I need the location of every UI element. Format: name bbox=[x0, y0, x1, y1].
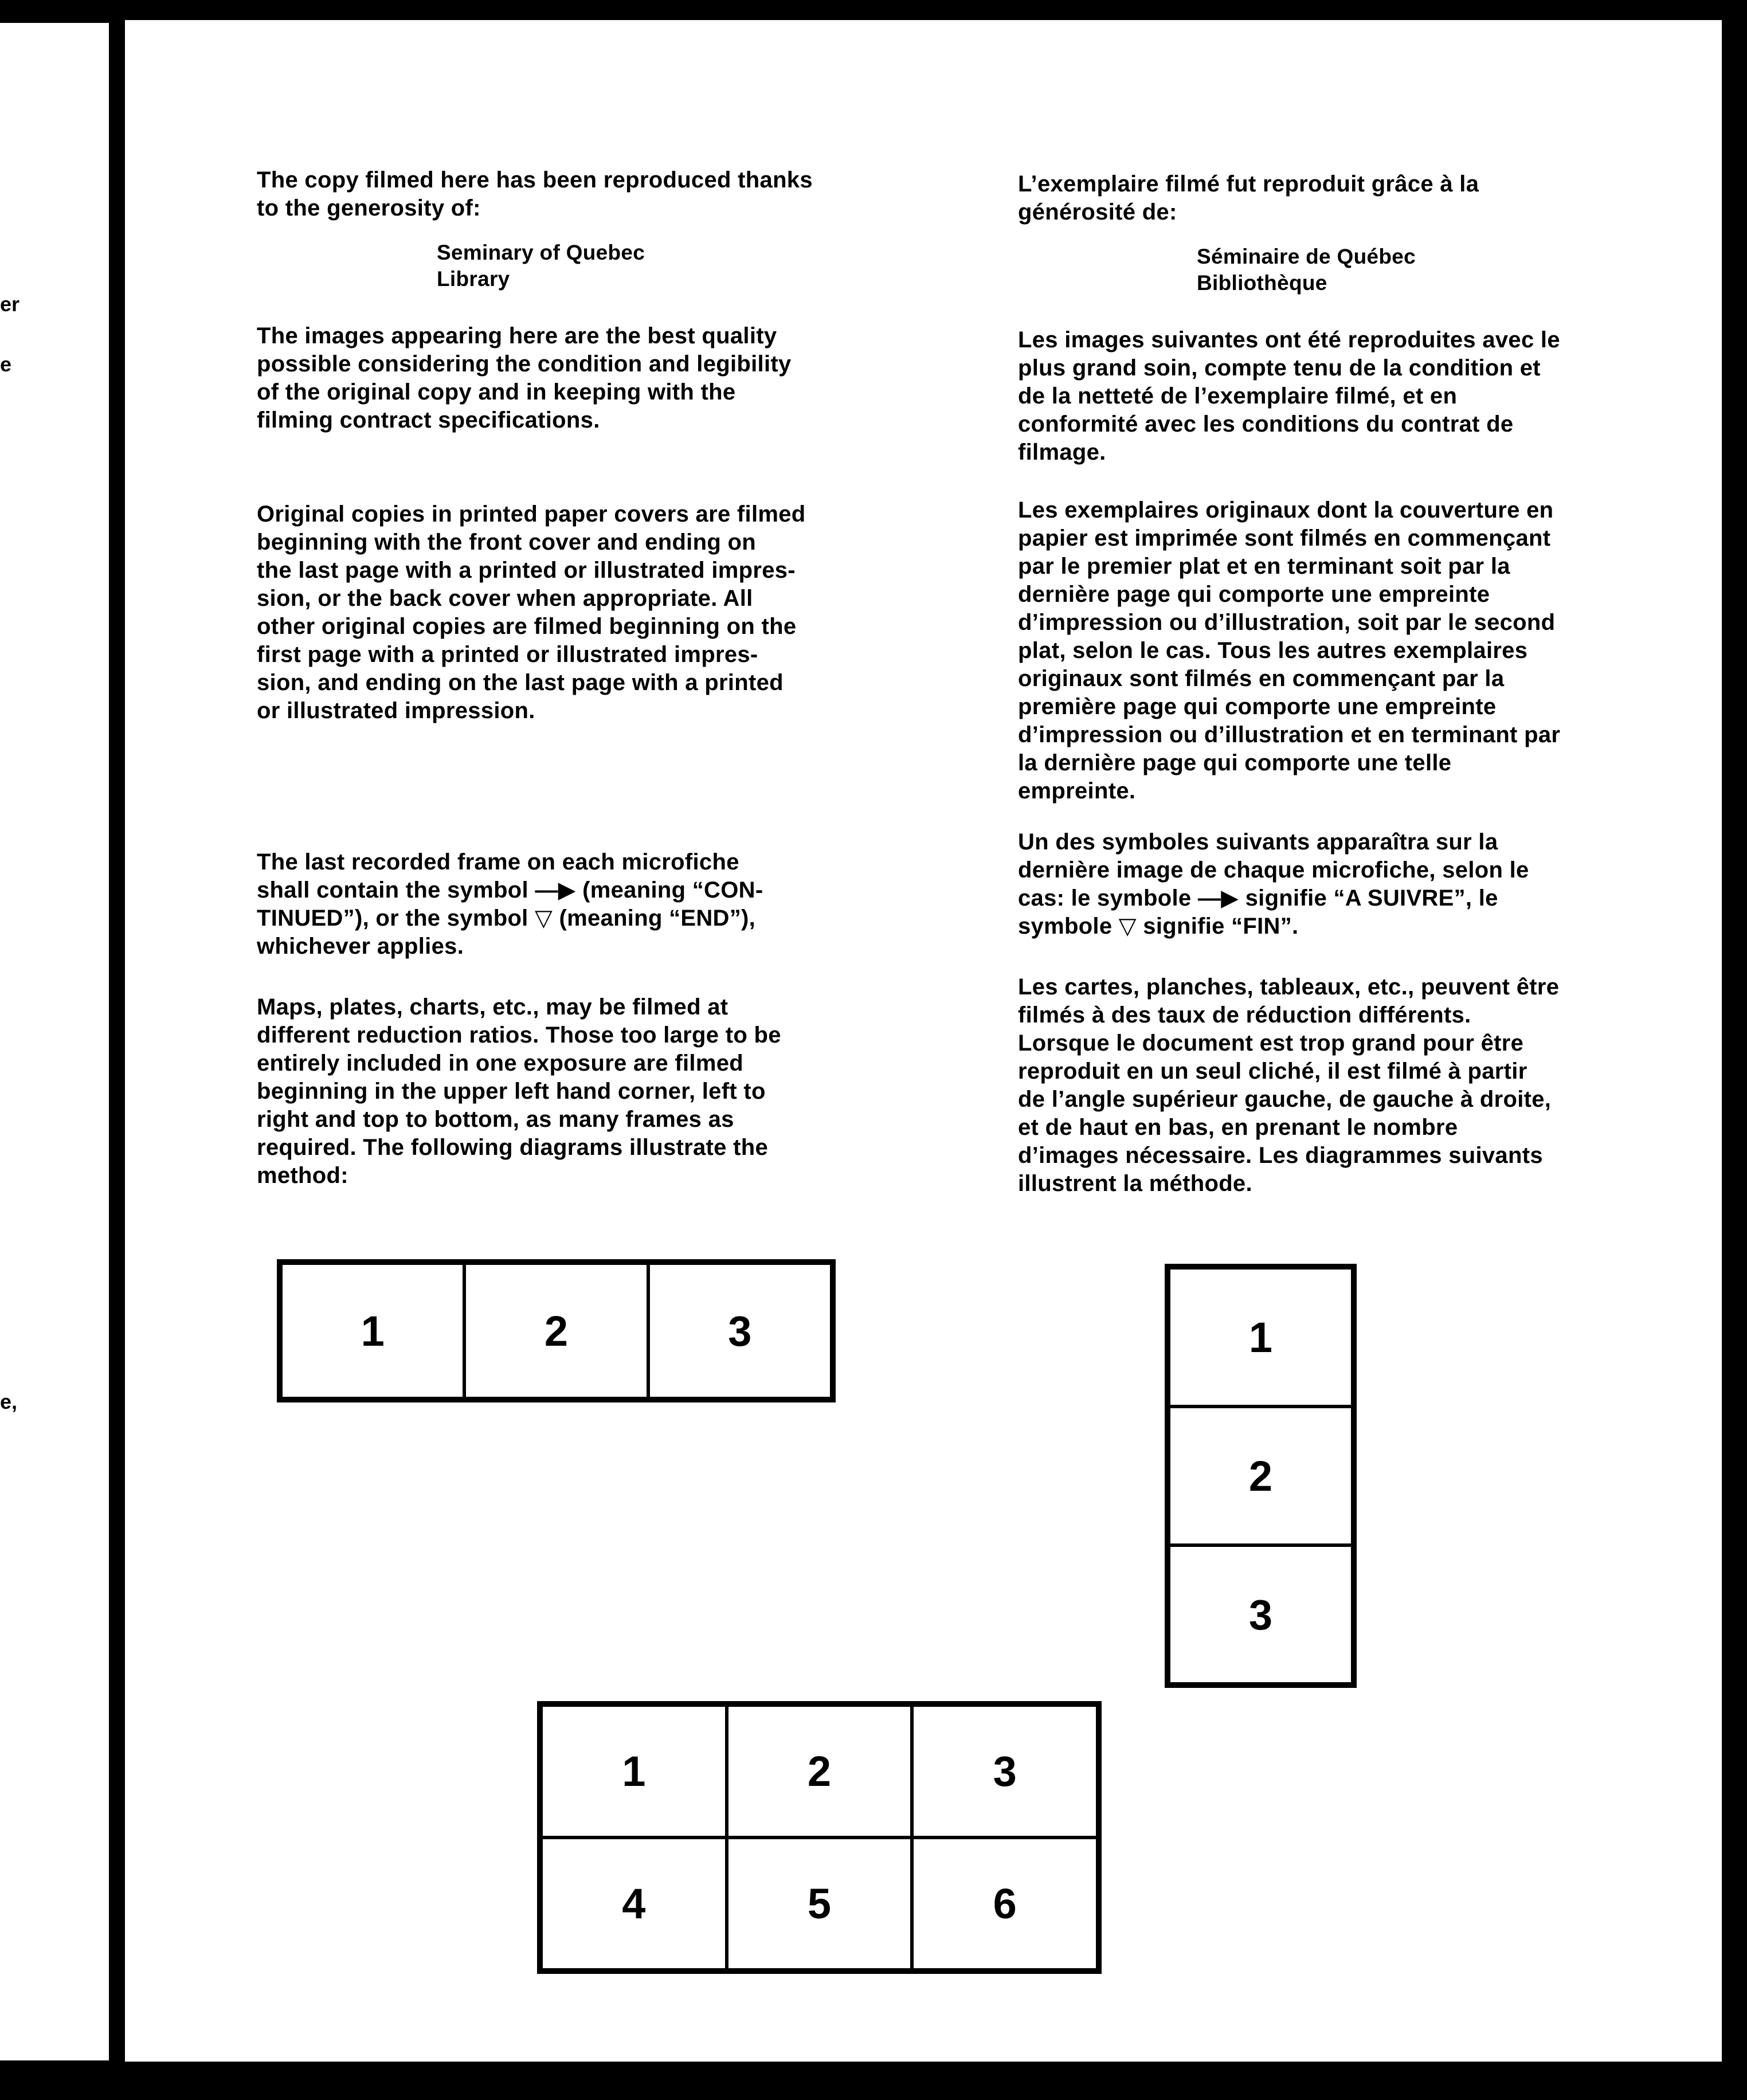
en-intro: The copy filmed here has been reproduced thanks to the generosity of: bbox=[257, 167, 813, 221]
diagram-six-frames bbox=[537, 1701, 1102, 1974]
en-library: Seminary of Quebec Library bbox=[437, 241, 645, 291]
fr-originals-paragraph: Les exemplaires originaux dont la couverture en papier est imprimée sont filmés en commençant par le premier plat et en terminant soit par la dernière page qui comporte une empreinte d’impression ou d’illustration, soit par le second plat, selon le cas. Tous les autres exemplaires originaux sont filmés en commençant par la première page qui comporte une empreinte d’impression ou d’illustration et en terminant par la dernière page qui comporte une telle empreinte. bbox=[1018, 497, 1561, 804]
diagram-cell: 1 bbox=[281, 1263, 464, 1398]
diagram-cell: 3 bbox=[1169, 1545, 1353, 1684]
fr-symbols-paragraph: Un des symboles suivants apparaîtra sur la dernière image de chaque microfiche, selon le cas: le symbole —▶ signifie “A SUIVRE”, le symbole ▽ signifie “FIN”. bbox=[1018, 829, 1529, 939]
diagram-cell: 3 bbox=[648, 1263, 832, 1398]
en-symbols-paragraph: The last recorded frame on each microfiche shall contain the symbol —▶ (meaning “CON- TINUED”), or the symbol ▽ (meaning “END”), whichever applies. bbox=[257, 849, 763, 959]
en-images-paragraph: The images appearing here are the best quality possible considering the condition and legibility of the original copy and in keeping with the filming contract specifications. bbox=[257, 323, 792, 433]
diagram-cell: 4 bbox=[541, 1838, 727, 1970]
diagram-cell: 2 bbox=[1169, 1406, 1353, 1545]
fr-intro: L’exemplaire filmé fut reproduit grâce à la générosité de: bbox=[1018, 171, 1479, 225]
french-column bbox=[1018, 170, 1694, 1198]
en-originals-paragraph: Original copies in printed paper covers are filmed beginning with the front cover and ending on the last page with a printed or illustrated impres- sion, or the back cover when appropriate. All other original copies are filmed beginning on the first page with a printed or illustrated impres- sion, and ending on the last page with a printed or illustrated impression. bbox=[257, 502, 806, 723]
diagram-cell: 3 bbox=[912, 1705, 1098, 1838]
diagram-cell: 1 bbox=[541, 1705, 727, 1838]
fr-images-paragraph: Les images suivantes ont été reproduites avec le plus grand soin, compte tenu de la condition et de la netteté de l’exemplaire filmé, et en conformité avec les conditions du contrat de filmage. bbox=[1018, 327, 1560, 465]
left-page-fragment: e, bbox=[0, 1390, 18, 1413]
diagram-cell: 2 bbox=[464, 1263, 648, 1398]
left-page-fragment: er bbox=[0, 292, 20, 316]
diagram-horizontal-three bbox=[277, 1259, 836, 1402]
diagram-cell: 6 bbox=[912, 1838, 1098, 1970]
en-maps-paragraph: Maps, plates, charts, etc., may be filmed at different reduction ratios. Those too large to be entirely included in one exposure are filmed beginning in the upper left hand corner, left to right and top to bottom, as many frames as required. The following diagrams illustrate the method: bbox=[257, 994, 781, 1188]
left-page-fragment: e bbox=[0, 352, 12, 376]
left-page-strip bbox=[0, 23, 109, 2060]
diagram-cell: 5 bbox=[727, 1838, 912, 1970]
fr-library: Séminaire de Québec Bibliothèque bbox=[1197, 245, 1416, 295]
english-column bbox=[257, 166, 933, 1190]
diagram-cell: 1 bbox=[1169, 1268, 1353, 1406]
diagram-vertical-three bbox=[1165, 1264, 1357, 1688]
fr-maps-paragraph: Les cartes, planches, tableaux, etc., peuvent être filmés à des taux de réduction différents. Lorsque le document est trop grand pour être reproduit en un seul cliché, il est filmé à partir de l’angle supérieur gauche, de gauche à droite, et de haut en bas, en prenant le nombre d’images nécessaire. Les diagrammes suivants illustrent la méthode. bbox=[1018, 974, 1560, 1196]
diagram-cell: 2 bbox=[727, 1705, 912, 1838]
